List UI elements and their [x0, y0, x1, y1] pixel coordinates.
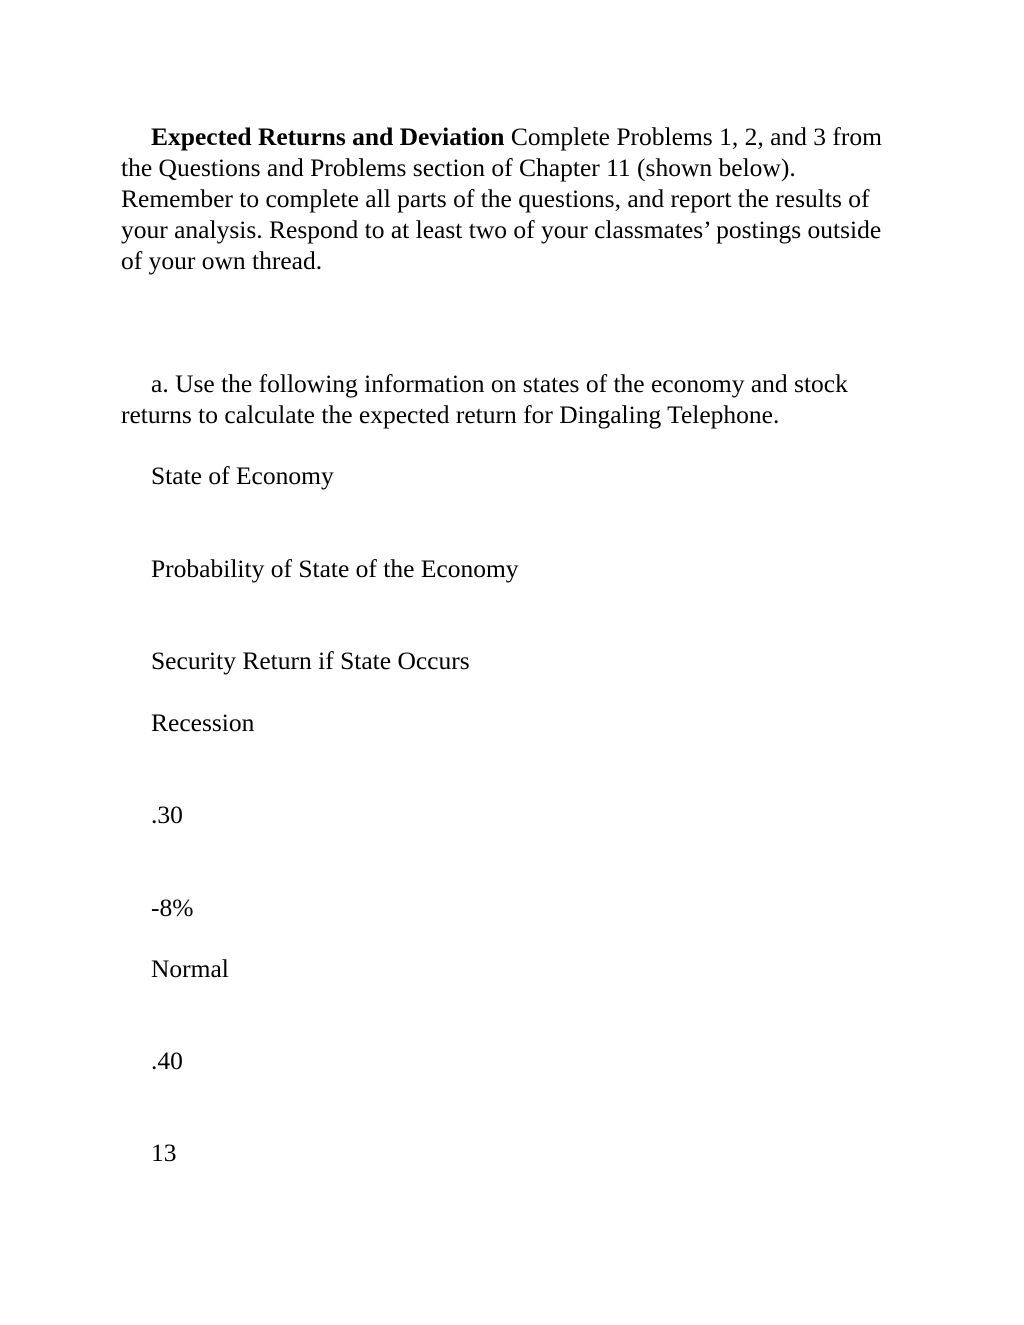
- intro-paragraph: [121, 121, 901, 276]
- table-cell-return-recession: -8%: [151, 893, 194, 922]
- table-cell-probability-normal: .40: [151, 1046, 183, 1075]
- table-cell-state-normal: Normal: [151, 954, 229, 983]
- question-paragraph: a. Use the following information on states of the economy and stock returns to calculate the expected return for Dingaling Telephone.: [121, 369, 848, 429]
- table-header-return: Security Return if State Occurs: [151, 646, 470, 675]
- table-cell-probability-recession: .30: [151, 800, 183, 829]
- intro-body-text: Complete Problems 1, 2, and 3 from the Questions and Problems section of Chapter 11 (shown below). Remember to complete all parts of the questions, and report the results of your analysis. Respond to at least two of your classmates’ postings outside of your own thread.: [121, 122, 882, 275]
- table-header-probability: Probability of State of the Economy: [151, 554, 519, 583]
- table-header-state: State of Economy: [151, 461, 334, 490]
- table-cell-return-normal: 13: [151, 1138, 177, 1167]
- section-heading: Expected Returns and Deviation: [151, 122, 505, 151]
- table-cell-state-recession: Recession: [151, 708, 255, 737]
